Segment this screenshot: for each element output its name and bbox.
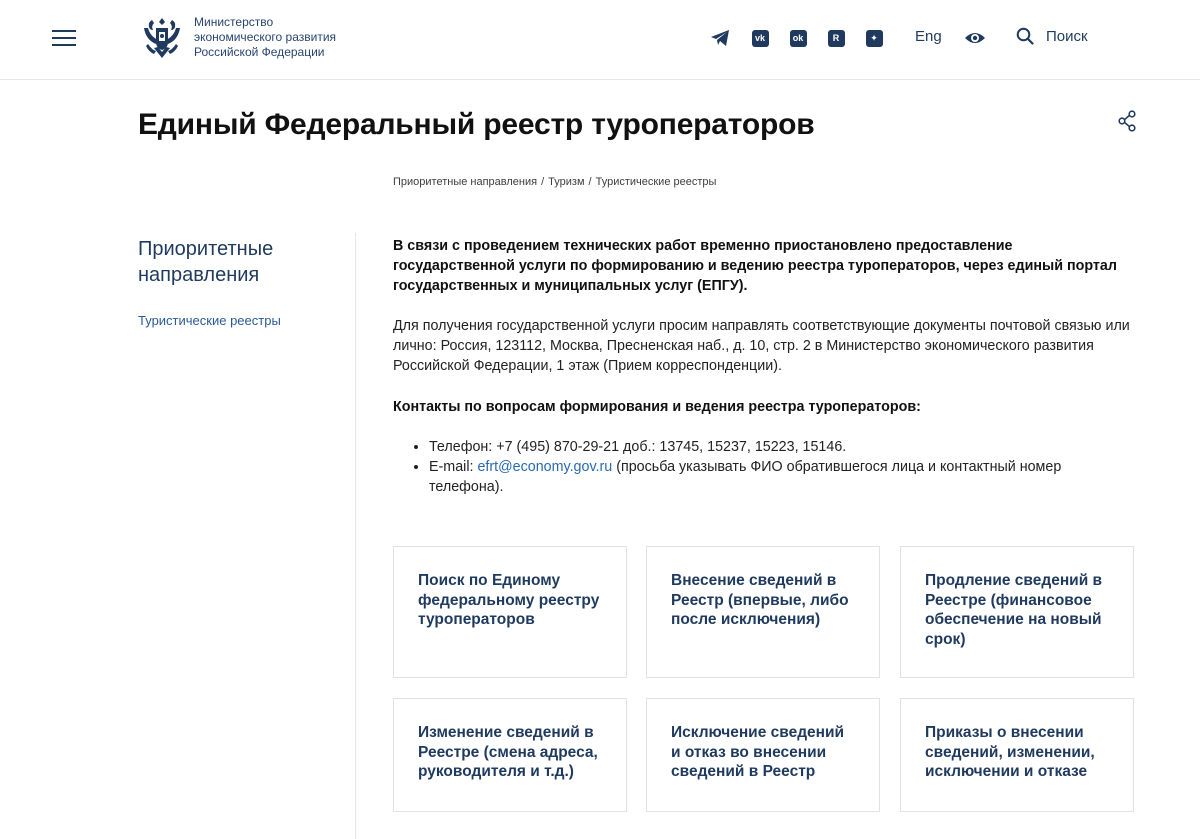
contacts-list [393, 437, 1138, 497]
contact-phone: • Телефон: +7 (495) 870-29-21 доб.: 13745, 15237, 15223, 15146. [429, 437, 1138, 457]
coat-of-arms-logo[interactable] [138, 14, 186, 62]
rutube-glyph: R [828, 30, 845, 47]
search-icon [1016, 27, 1034, 45]
sidebar-divider [355, 233, 356, 839]
sidebar-item-tourist-registers[interactable]: Туристические реестры [138, 313, 281, 328]
breadcrumb-item-priorities[interactable]: Приоритетные направления [393, 176, 538, 188]
card-add-information[interactable] [646, 546, 880, 678]
ministry-line-2: экономического развития [194, 30, 337, 44]
card-orders[interactable] [900, 698, 1134, 812]
card-label: Приказы о внесении сведений, изменении, исключении и отказе [925, 724, 1095, 780]
card-search-registry[interactable] [393, 546, 627, 678]
ministry-line-1: Министерство [194, 15, 274, 29]
vk-glyph: vk [752, 30, 769, 47]
language-switch[interactable]: Eng [915, 28, 942, 45]
telegram-icon[interactable] [710, 28, 730, 48]
card-label: Изменение сведений в Реестре (смена адреса, руководителя и т.д.) [418, 724, 598, 780]
ministry-line-3: Российской Федерации [194, 45, 325, 59]
email-prefix: E-mail: [429, 459, 478, 475]
card-label: Исключение сведений и отказ во внесении сведений в Реестр [671, 724, 845, 780]
main-content [393, 236, 1138, 497]
submission-instructions: Для получения государственной услуги просим направлять соответствующие документы почтовой связью или лично: Россия, 123112, Москва, Пресненская наб., д. 10, стр. 2 в Министерство экономического развития Российской Федерации, 1 этаж (Прием корреспонденции). [393, 318, 1130, 374]
breadcrumb-separator: / [541, 176, 545, 188]
search-button[interactable] [1016, 27, 1088, 45]
breadcrumb-separator: / [588, 176, 592, 188]
dzen-glyph: ✦ [866, 30, 883, 47]
card-label: Продление сведений в Реестре (финансовое обеспечение на новый срок) [925, 572, 1103, 648]
page-title: Единый Федеральный реестр туроператоров [138, 108, 815, 141]
breadcrumb-item-registers[interactable]: Туристические реестры [595, 176, 717, 188]
card-extend-information[interactable] [900, 546, 1134, 678]
maintenance-notice: В связи с проведением технических работ временно приостановлено предоставление государственной услуги по формированию и ведению реестра туроператоров, через единый портал государственных и муниципальных услуг (ЕПГУ). [393, 238, 1117, 294]
email-suffix: (просьба указывать ФИО обратившегося лица и контактный номер телефона). [429, 459, 1062, 495]
card-change-information[interactable] [393, 698, 627, 812]
breadcrumb-item-tourism[interactable]: Туризм [548, 176, 585, 188]
search-label: Поиск [1046, 27, 1088, 45]
card-label: Поиск по Единому федеральному реестру туроператоров [418, 572, 600, 628]
breadcrumb [393, 176, 716, 188]
dzen-icon[interactable] [864, 28, 884, 48]
ok-glyph: ok [790, 30, 807, 47]
rutube-icon[interactable] [826, 28, 846, 48]
site-header [0, 0, 1200, 80]
card-label: Внесение сведений в Реестр (впервые, либо после исключения) [671, 572, 849, 628]
contacts-heading: Контакты по вопросам формирования и ведения реестра туроператоров: [393, 399, 921, 415]
contact-email [429, 457, 1138, 497]
sidebar-title[interactable]: Приоритетные направления [138, 238, 274, 286]
share-icon[interactable] [1117, 110, 1137, 132]
card-exclusion-refusal[interactable] [646, 698, 880, 812]
email-link[interactable]: efrt@economy.gov.ru [477, 459, 613, 475]
menu-icon[interactable] [52, 30, 76, 48]
odnoklassniki-icon[interactable] [788, 28, 808, 48]
ministry-name[interactable] [194, 15, 374, 60]
vk-icon[interactable] [750, 28, 770, 48]
accessibility-eye-icon[interactable] [964, 29, 986, 47]
